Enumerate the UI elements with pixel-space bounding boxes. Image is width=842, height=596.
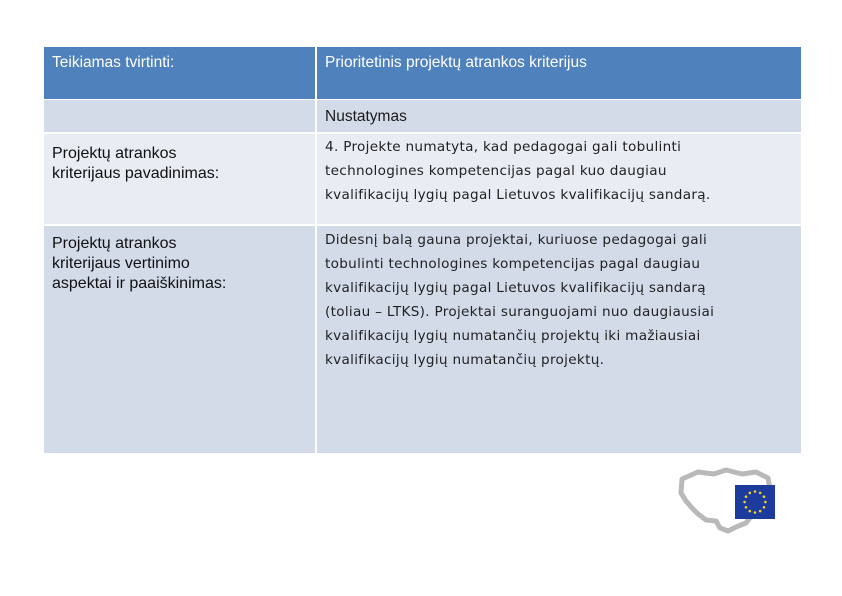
subheader-determination: Nustatymas [317, 99, 801, 132]
subheader-empty-cell [44, 99, 317, 132]
header-submitted-label: Teikiamas tvirtinti: [44, 47, 317, 99]
criterion-aspects-text: Didesnį balą gauna projektai, kuriuose pedagogai gali tobulinti technologines kompetencijas pagal daugiau kvalifikacijų lygių pagal Lietuvos kvalifikacijų sandarą (toliau – LTKS). Projektai suranguojami nuo daugiausiai kvalifikacijų lygių numatančių projektų iki mažiausiai kvalifikacijų lygių numatančių projektų. [325, 232, 715, 368]
criterion-name-text: 4. Projekte numatyta, kad pedagogai gali tobulinti technologines kompetencijas pagal kuo daugiau kvalifikacijų lygių pagal Lietuvos kvalifikacijų sandarą. [325, 139, 711, 203]
logo-graphic [676, 465, 788, 537]
lithuania-map-eu-flag-logo [676, 465, 788, 537]
table-subheader-row [44, 99, 801, 132]
table-row [44, 132, 801, 224]
eu-flag-icon [735, 485, 775, 519]
criteria-table [44, 47, 801, 453]
table-row [44, 224, 801, 453]
table-header-row [44, 47, 801, 99]
criterion-name-label: Projektų atrankos kriterijaus pavadinimas: [52, 145, 220, 182]
header-criterion-title: Prioritetinis projektų atrankos kriterijus [317, 47, 801, 99]
criterion-aspects-label: Projektų atrankos kriterijaus vertinimo aspektai ir paaiškinimas: [52, 235, 227, 292]
